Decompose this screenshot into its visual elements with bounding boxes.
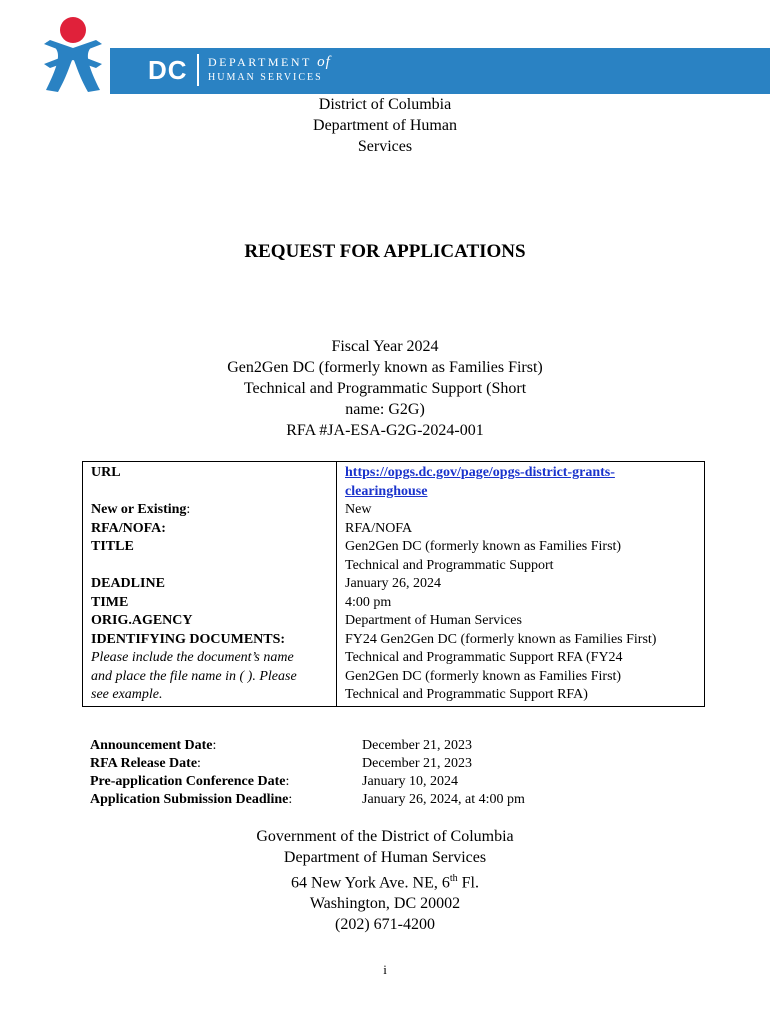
rfa-info-table <box>82 461 705 707</box>
release-date-value: December 21, 2023 <box>362 756 473 771</box>
time-value: 4:00 pm <box>337 594 705 613</box>
key-dates-values <box>362 737 525 809</box>
rfa-label: RFA/NOFA: <box>83 520 337 539</box>
key-dates-labels <box>90 737 292 809</box>
announcement-date-label: Announcement Date: <box>90 738 217 753</box>
clearinghouse-link[interactable]: https://opgs.dc.gov/page/opgs-district-grants- clearinghouse <box>345 465 615 499</box>
table-row-time <box>83 594 705 613</box>
dhs-figure-icon <box>40 14 120 94</box>
title-value: Gen2Gen DC (formerly known as Families First) Technical and Programmatic Support <box>337 538 705 575</box>
table-row-url <box>83 462 705 502</box>
agency-value: Department of Human Services <box>337 612 705 631</box>
logo-separator <box>197 54 199 86</box>
program-name-line-1: Gen2Gen DC (formerly known as Families First) <box>227 359 543 376</box>
phone-number: (202) 671-4200 <box>335 916 435 934</box>
fiscal-year: Fiscal Year 2024 <box>331 338 439 355</box>
url-cell <box>337 462 705 502</box>
program-name-line-2: Technical and Programmatic Support (Short <box>243 380 527 397</box>
logo-department-text: DEPARTMENT of <box>208 54 331 70</box>
preapp-date-label: Pre-application Conference Date: <box>90 774 290 789</box>
deadline-label: DEADLINE <box>83 575 337 594</box>
table-row-new-existing <box>83 501 705 520</box>
table-row-deadline <box>83 575 705 594</box>
preapp-date-value: January 10, 2024 <box>362 774 459 789</box>
agency-label: ORIG.AGENCY <box>83 612 337 631</box>
street-address: 64 New York Ave. NE, 6th Fl. <box>291 873 479 892</box>
time-label: TIME <box>83 594 337 613</box>
program-name-line-3: name: G2G) <box>345 401 425 418</box>
title-label: TITLE <box>83 538 337 575</box>
documents-value: FY24 Gen2Gen DC (formerly known as Families First) Technical and Programmatic Support RFA (FY24 Gen2Gen DC (formerly known as Families First) Technical and Programmatic Support RFA) <box>337 631 705 707</box>
page-title: REQUEST FOR APPLICATIONS <box>244 241 526 262</box>
agency-line-3: Services <box>357 138 413 155</box>
new-existing-value: New <box>337 501 705 520</box>
table-row-title <box>83 538 705 575</box>
page-number: i <box>383 962 387 977</box>
city-state-zip: Washington, DC 20002 <box>309 895 461 913</box>
announcement-date-value: December 21, 2023 <box>362 738 473 753</box>
documents-label: IDENTIFYING DOCUMENTS: Please include the document’s name and place the file name in ( ). Please see example. <box>83 631 337 707</box>
submission-deadline-value: January 26, 2024, at 4:00 pm <box>362 792 525 807</box>
new-existing-label: New or Existing: <box>83 501 337 520</box>
rfa-number: RFA #JA-ESA-G2G-2024-001 <box>286 422 484 439</box>
agency-line-2: Department of Human <box>313 117 457 134</box>
agency-line-1: District of Columbia <box>318 96 452 113</box>
table-row-documents <box>83 631 705 707</box>
release-date-label: RFA Release Date: <box>90 756 201 771</box>
url-label: URL <box>83 462 337 502</box>
table-row-agency <box>83 612 705 631</box>
government-address-block <box>0 826 770 935</box>
dhs-logo <box>40 14 770 94</box>
fiscal-block <box>0 336 770 441</box>
table-row-rfa <box>83 520 705 539</box>
logo-dc-text: DC <box>148 55 188 85</box>
deadline-value: January 26, 2024 <box>337 575 705 594</box>
agency-header <box>0 94 770 157</box>
rfa-value: RFA/NOFA <box>337 520 705 539</box>
department-name: Department of Human Services <box>283 849 487 866</box>
logo-human-services-text: HUMAN SERVICES <box>208 72 323 83</box>
submission-deadline-label: Application Submission Deadline: <box>90 792 293 807</box>
government-name: Government of the District of Columbia <box>256 828 514 845</box>
